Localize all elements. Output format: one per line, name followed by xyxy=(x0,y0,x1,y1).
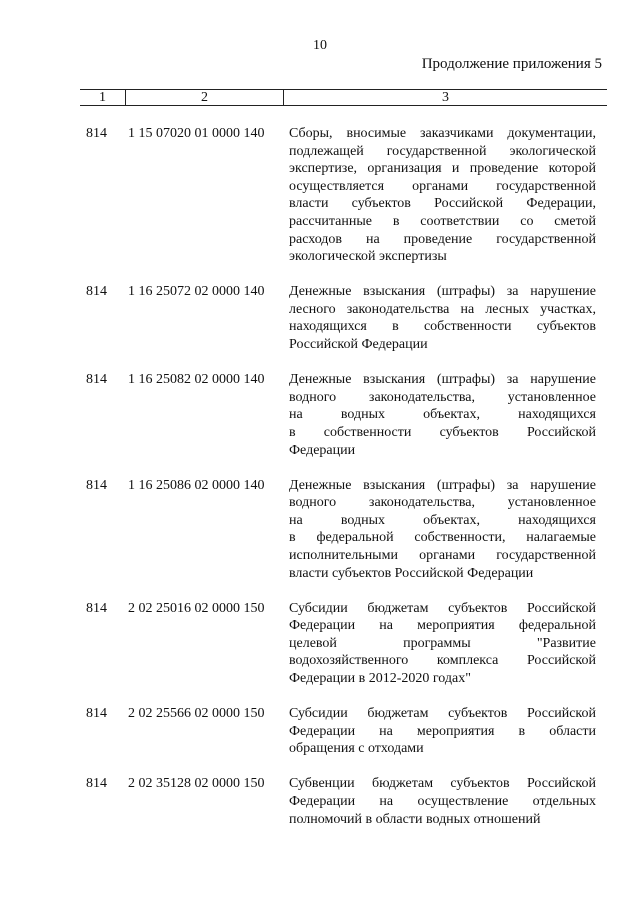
description-line: Федерации на мероприятия федеральной xyxy=(289,618,596,634)
description-line: Субвенции бюджетам субъектов Российской xyxy=(289,776,596,792)
description-line: осуществляется органами государственной xyxy=(289,178,596,194)
description-line: Субсидии бюджетам субъектов Российской xyxy=(289,706,596,722)
description-line: экологической экспертизы xyxy=(289,249,447,265)
budget-classification-code: 2 02 25016 02 0000 150 xyxy=(128,600,265,616)
description-line: власти субъектов Российской Федерации, xyxy=(289,196,596,212)
description-line: Денежные взыскания (штрафы) за нарушение xyxy=(289,477,596,493)
description-line: на водных объектах, находящихся xyxy=(289,407,596,423)
continuation-title: Продолжение приложения 5 xyxy=(421,56,602,72)
description-line: Федерации на мероприятия в области xyxy=(289,723,596,739)
admin-code: 814 xyxy=(86,776,107,792)
header-col-3: 3 xyxy=(283,90,607,105)
description-line: Субсидии бюджетам субъектов Российской xyxy=(289,600,596,616)
budget-classification-code: 1 15 07020 01 0000 140 xyxy=(128,126,265,141)
revenue-description xyxy=(289,600,596,688)
admin-code: 814 xyxy=(86,600,107,616)
description-line: Денежные взыскания (штрафы) за нарушение xyxy=(289,284,596,300)
table-header xyxy=(80,89,607,106)
page-number: 10 xyxy=(313,38,327,53)
description-line: Денежные взыскания (штрафы) за нарушение xyxy=(289,372,596,388)
table-body xyxy=(0,125,640,846)
description-line: Федерации в 2012-2020 годах" xyxy=(289,671,471,687)
budget-classification-code: 2 02 25566 02 0000 150 xyxy=(128,706,265,722)
revenue-description xyxy=(289,125,596,266)
admin-code: 814 xyxy=(86,372,107,388)
description-line: обращения с отходами xyxy=(289,741,424,757)
description-line: экспертизе, организация и проведение которой xyxy=(289,161,596,177)
table-row xyxy=(0,283,640,353)
table-row xyxy=(0,477,640,583)
budget-classification-code: 1 16 25072 02 0000 140 xyxy=(128,284,265,300)
revenue-description xyxy=(289,371,596,459)
description-line: подлежащей государственной экологической xyxy=(289,143,596,159)
description-line: лесного законодательства на лесных участках, xyxy=(289,301,596,317)
description-line: Федерации на осуществление отдельных xyxy=(289,794,596,809)
description-line: в федеральной собственности, налагаемые xyxy=(289,530,596,546)
description-line: власти субъектов Российской Федерации xyxy=(289,565,534,581)
description-line: водного законодательства, установленное xyxy=(289,495,596,511)
description-line: Российской Федерации xyxy=(289,337,428,353)
table-row xyxy=(0,600,640,688)
description-line: рассчитанные в соответствии со сметой xyxy=(289,213,596,229)
description-line: целевой программы "Развитие xyxy=(289,635,596,651)
description-line: исполнительными органами государственной xyxy=(289,547,596,563)
table-row xyxy=(0,125,640,266)
budget-classification-code: 1 16 25086 02 0000 140 xyxy=(128,477,265,493)
description-line: находящихся в собственности субъектов xyxy=(289,319,596,335)
description-line: в собственности субъектов Российской xyxy=(289,424,596,440)
description-line: водного законодательства, установленное xyxy=(289,389,596,405)
revenue-description xyxy=(289,705,596,758)
revenue-description xyxy=(289,477,596,583)
admin-code: 814 xyxy=(86,284,107,300)
revenue-description xyxy=(289,283,596,353)
admin-code: 814 xyxy=(86,477,107,493)
description-line: расходов на проведение государственной xyxy=(289,231,596,247)
description-line: водохозяйственного комплекса Российской xyxy=(289,653,596,669)
admin-code: 814 xyxy=(86,126,107,141)
budget-classification-code: 2 02 35128 02 0000 150 xyxy=(128,776,265,792)
revenue-description xyxy=(289,775,596,828)
table-row xyxy=(0,371,640,459)
header-col-1: 1 xyxy=(99,90,106,105)
description-line: полномочий в области водных отношений xyxy=(289,811,541,827)
description-line: Сборы, вносимые заказчиками документации, xyxy=(289,126,596,141)
admin-code: 814 xyxy=(86,706,107,722)
header-col-2: 2 xyxy=(125,90,283,105)
description-line: на водных объектах, находящихся xyxy=(289,512,596,528)
table-row xyxy=(0,705,640,758)
budget-classification-code: 1 16 25082 02 0000 140 xyxy=(128,372,265,388)
table-row xyxy=(0,775,640,828)
description-line: Федерации xyxy=(289,442,356,458)
